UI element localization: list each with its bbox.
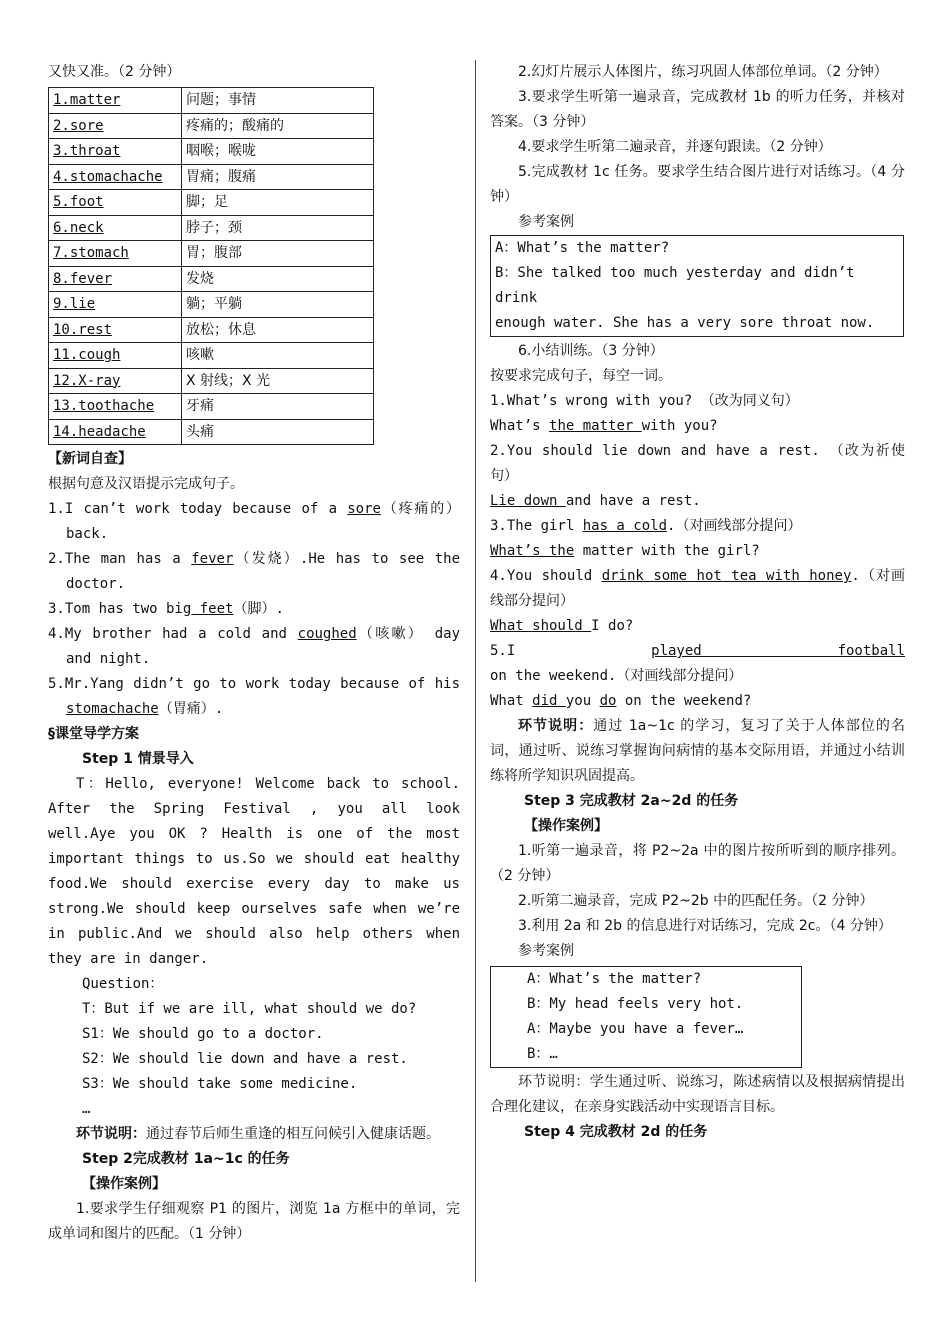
- note-label: 环节说明：: [518, 718, 594, 734]
- vocab-word: 2.sore: [49, 113, 182, 139]
- dialog-line: B：My head feels very hot.: [527, 996, 744, 1012]
- vocab-word: 3.throat: [49, 139, 182, 165]
- sentence-text: 3.The girl: [490, 518, 583, 534]
- column-divider: [475, 60, 476, 1282]
- sentence-1: [48, 497, 460, 547]
- answer: feet: [191, 601, 234, 617]
- note-text: 通过 1a~1c 的学习，复习了关于人体部位的名词，通过听、说练习掌握询问病情的基本交际用语，并通过小结训练将所学知识巩固提高。: [490, 718, 905, 784]
- dialog-line: …: [82, 1101, 91, 1117]
- step2-item-1: 1.要求学生仔细观察 P1 的图片，浏览 1a 方框中的单词，完成单词和图片的匹配。（1 分钟）: [48, 1201, 460, 1242]
- underlined-part: has a cold: [582, 518, 668, 534]
- sentence-text: matter with the girl?: [574, 543, 760, 559]
- case-heading: 【操作案例】: [82, 1176, 166, 1192]
- step2-item-2: 2.幻灯片展示人体图片，练习巩固人体部位单词。（2 分钟）: [518, 64, 888, 80]
- vocab-row: [49, 241, 374, 267]
- sentence-2: [48, 547, 460, 597]
- exercise-3-answer: [490, 539, 905, 564]
- vocab-word: 8.fever: [49, 266, 182, 292]
- vocab-meaning: X 射线；X 光: [182, 368, 374, 394]
- vocab-meaning: 牙痛: [182, 394, 374, 420]
- dialog-line: A：What’s the matter?: [495, 240, 670, 256]
- vocab-word: 10.rest: [49, 317, 182, 343]
- step1-text: T：Hello, everyone! Welcome back to school. After the Spring Festival , you all look well.Aye you OK ? Health is one of the most important things to us.So we should eat healthy food.We should exercise every day to make us strong.We should keep ourselves safe when we’re in public.And we should also help others when they are in danger.: [48, 776, 460, 967]
- vocab-meaning: 发烧: [182, 266, 374, 292]
- reference-case-label: 参考案例: [518, 214, 574, 230]
- vocab-row: [49, 394, 374, 420]
- dialog-line: enough water. She has a very sore throat now.: [495, 315, 875, 331]
- check-heading: 【新词自查】: [48, 451, 132, 467]
- vocab-row: [49, 113, 374, 139]
- vocab-word: 1.matter: [49, 88, 182, 114]
- answer: did: [532, 693, 566, 709]
- sentence-text: What’s: [490, 418, 550, 434]
- sentence-text: 4.You should: [490, 568, 602, 584]
- vocab-row: [49, 292, 374, 318]
- sentence-text: with you?: [641, 418, 718, 434]
- vocab-word: 9.lie: [49, 292, 182, 318]
- vocab-meaning: 放松；休息: [182, 317, 374, 343]
- answer: coughed: [297, 626, 357, 642]
- vocab-row: [49, 368, 374, 394]
- vocab-row: [49, 139, 374, 165]
- step3-heading: Step 3 完成教材 2a~2d 的任务: [524, 793, 739, 809]
- vocab-word: 13.toothache: [49, 394, 182, 420]
- answer: sore: [347, 501, 381, 517]
- left-column: [48, 60, 460, 1247]
- check-instruction: 根据句意及汉语提示完成句子。: [48, 476, 244, 492]
- vocab-row: [49, 190, 374, 216]
- vocab-meaning: 脚；足: [182, 190, 374, 216]
- case-heading-2: 【操作案例】: [524, 818, 608, 834]
- step2-item-4: 4.要求学生听第二遍录音，并逐句跟读。（2 分钟）: [518, 139, 832, 155]
- vocab-meaning: 躺；平躺: [182, 292, 374, 318]
- underlined-part: played football: [651, 643, 905, 659]
- sentence-text: 2.The man has a: [48, 551, 192, 567]
- reference-dialog-box-2: [490, 966, 802, 1068]
- vocab-word: 12.X-ray: [49, 368, 182, 394]
- sentence-text: 3.Tom has two big: [48, 601, 192, 617]
- dialog-line: S3：We should take some medicine.: [82, 1076, 358, 1092]
- vocab-meaning: 咽喉；喉咙: [182, 139, 374, 165]
- step4-heading: Step 4 完成教材 2d 的任务: [524, 1124, 708, 1140]
- sentence-text: on the weekend?: [616, 693, 752, 709]
- reference-case-label-2: 参考案例: [518, 943, 574, 959]
- question-label: Question：: [82, 976, 164, 992]
- underlined-part: drink some hot tea with honey: [601, 568, 852, 584]
- dialog-line: S2：We should lie down and have a rest.: [82, 1051, 408, 1067]
- answer: What’s the: [490, 543, 575, 559]
- step2-item-3: 3.要求学生听第一遍录音，完成教材 1b 的听力任务，并核对答案。（3 分钟）: [490, 89, 905, 130]
- sentence-text: （咳嗽） day and night.: [66, 626, 460, 667]
- vocab-word: 5.foot: [49, 190, 182, 216]
- right-column: [490, 60, 905, 1145]
- vocab-row: [49, 266, 374, 292]
- vocab-word: 11.cough: [49, 343, 182, 369]
- plan-heading: §课堂导学方案: [48, 726, 139, 742]
- exercise-1-answer: [490, 414, 905, 439]
- answer: stomachache: [66, 701, 159, 717]
- vocab-meaning: 疼痛的；酸痛的: [182, 113, 374, 139]
- sentence-text: and have a rest.: [565, 493, 701, 509]
- vocab-word: 4.stomachache: [49, 164, 182, 190]
- exercise-1-question: 1.What’s wrong with you? （改为同义句）: [490, 393, 799, 409]
- step2-heading: Step 2完成教材 1a~1c 的任务: [82, 1151, 290, 1167]
- exercise-5-question: [490, 639, 905, 689]
- step3-item-1: 1.听第一遍录音，将 P2~2a 中的图片按所听到的顺序排列。（2 分钟）: [490, 843, 905, 884]
- note-2: [490, 714, 905, 789]
- step3-item-3: 3.利用 2a 和 2b 的信息进行对话练习，完成 2c。（4 分钟）: [518, 918, 892, 934]
- vocab-row: [49, 343, 374, 369]
- sentence-text: （脚）.: [233, 601, 284, 617]
- sentence-text: .（对画线部分提问）: [490, 568, 905, 609]
- step2-item-5: 5.完成教材 1c 任务。要求学生结合图片进行对话练习。（4 分钟）: [490, 164, 905, 205]
- exercise-3-question: [490, 514, 905, 539]
- dialog-line: A：Maybe you have a fever…: [527, 1021, 744, 1037]
- sentence-text: 5.I: [490, 643, 652, 659]
- sentence-text: .（对画线部分提问）: [667, 518, 802, 534]
- item-6: 6.小结训练。（3 分钟）: [518, 343, 664, 359]
- dialog-line: T：But if we are ill, what should we do?: [82, 1001, 417, 1017]
- sentence-text: I do?: [591, 618, 634, 634]
- note-label: 环节说明：: [76, 1126, 146, 1142]
- sentence-text: （疼痛的） back.: [66, 501, 461, 542]
- item-6-instruction: 按要求完成句子，每空一词。: [490, 368, 672, 384]
- sentence-text: 4.My brother had a cold and: [48, 626, 298, 642]
- sentence-5: [48, 672, 460, 722]
- vocab-word: 7.stomach: [49, 241, 182, 267]
- answer: the matter: [549, 418, 642, 434]
- sentence-text: you: [565, 693, 600, 709]
- vocab-meaning: 咳嗽: [182, 343, 374, 369]
- note-1: [48, 1122, 460, 1147]
- vocab-meaning: 胃痛；腹痛: [182, 164, 374, 190]
- sentence-text: What: [490, 693, 533, 709]
- sentence-4: [48, 622, 460, 672]
- vocab-row: [49, 164, 374, 190]
- exercise-2-answer: [490, 489, 905, 514]
- step3-item-2: 2.听第二遍录音，完成 P2~2b 中的匹配任务。（2 分钟）: [518, 893, 874, 909]
- dialog-line: B：…: [527, 1046, 558, 1062]
- answer: do: [599, 693, 617, 709]
- reference-dialog-box-1: [490, 235, 904, 337]
- dialog-line: S1：We should go to a doctor.: [82, 1026, 324, 1042]
- sentence-text: （胃痛）.: [158, 701, 224, 717]
- sentence-text: 1.I can’t work today because of a: [48, 501, 348, 517]
- vocab-meaning: 胃；腹部: [182, 241, 374, 267]
- exercise-2-question: 2.You should lie down and have a rest. （改为祈使句）: [490, 443, 905, 484]
- intro-line: 又快又准。（2 分钟）: [48, 64, 181, 80]
- dialog-line: A：What’s the matter?: [527, 971, 702, 987]
- sentence-3: [48, 597, 460, 622]
- exercise-5-answer: [490, 689, 905, 714]
- vocab-meaning: 头痛: [182, 419, 374, 445]
- vocab-row: [49, 317, 374, 343]
- exercise-4-answer: [490, 614, 905, 639]
- vocab-row: [49, 215, 374, 241]
- exercise-4-question: [490, 564, 905, 614]
- sentence-text: on the weekend.（对画线部分提问）: [490, 668, 743, 684]
- answer: What should: [490, 618, 592, 634]
- sentence-text: （发烧）.He has to see the doctor.: [66, 551, 460, 592]
- answer: Lie down: [490, 493, 566, 509]
- vocabulary-table: [48, 87, 374, 445]
- vocab-meaning: 脖子；颈: [182, 215, 374, 241]
- vocab-word: 6.neck: [49, 215, 182, 241]
- sentence-text: 5.Mr.Yang didn’t go to work today because of his: [48, 676, 460, 692]
- vocab-word: 14.headache: [49, 419, 182, 445]
- vocab-row: [49, 419, 374, 445]
- vocab-meaning: 问题；事情: [182, 88, 374, 114]
- vocab-row: [49, 88, 374, 114]
- step1-heading: Step 1 情景导入: [82, 751, 194, 767]
- note-text: 通过春节后师生重逢的相互问候引入健康话题。: [146, 1126, 440, 1142]
- note-3: 环节说明：学生通过听、说练习，陈述病情以及根据病情提出合理化建议，在亲身实践活动中实现语言目标。: [490, 1074, 905, 1115]
- answer: fever: [191, 551, 234, 567]
- dialog-line: B：She talked too much yesterday and didn’t drink: [495, 265, 855, 306]
